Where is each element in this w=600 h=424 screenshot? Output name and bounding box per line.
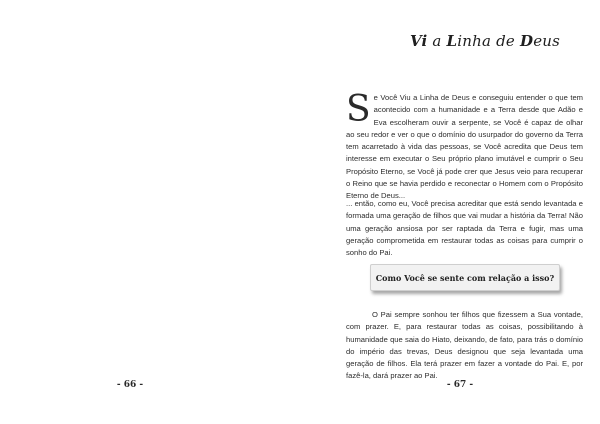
paragraph-intro bbox=[346, 89, 583, 203]
callout-question-box bbox=[370, 264, 560, 291]
paragraph-intro-text: e Você Viu a Linha de Deus e conseguiu entender o que tem acontecido com a humanidade e a Terra desde que Adão e Eva escolheram ouvir a serpente, se Você é capaz de olhar ao seu redor e ver o que o domínio do usurpador do governo da Terra tem acarretado à vida das pessoas, se Você acredita que Deus tem interesse em executar o Seu próprio plano imutável e cumprir o Seu Propósito Eterno, se Você já pode crer que Jesus veio para recuperar o Reino que se havia perdido e reconectar o Homem com o Propósito Eterno de Deus... bbox=[346, 93, 583, 201]
right-page-number: - 67 - bbox=[446, 380, 474, 390]
drop-cap: S bbox=[346, 89, 371, 130]
callout-question-text: Como Você se sente com relação a isso? bbox=[375, 272, 555, 283]
right-page bbox=[300, 0, 600, 424]
paragraph-generation: ... então, como eu, Você precisa acreditar que está sendo levantada e formada uma geração de filhos que vai mudar a história da Terra! Não uma geração ansiosa por ser raptada da Terra e fugir, mas uma geração comprometida em restaurar todas as coisas para cumprir o sonho do Pai. bbox=[346, 199, 583, 258]
left-page-number: - 66 - bbox=[116, 380, 144, 390]
chapter-title: Vi a Linha de Deus bbox=[409, 32, 561, 50]
paragraph-father-dream: O Pai sempre sonhou ter filhos que fizessem a Sua vontade, com prazer. E, para restaurar todas as coisas, possibilitando à humanidade que saia do Hiato, deixando, de fato, para trás o domínio do império das trevas, Deus designou que seja levantada uma geração de filhos. Ela terá prazer em fazer a vontade do Pai. E, por fazê-la, dará prazer ao Pai. bbox=[346, 310, 583, 381]
